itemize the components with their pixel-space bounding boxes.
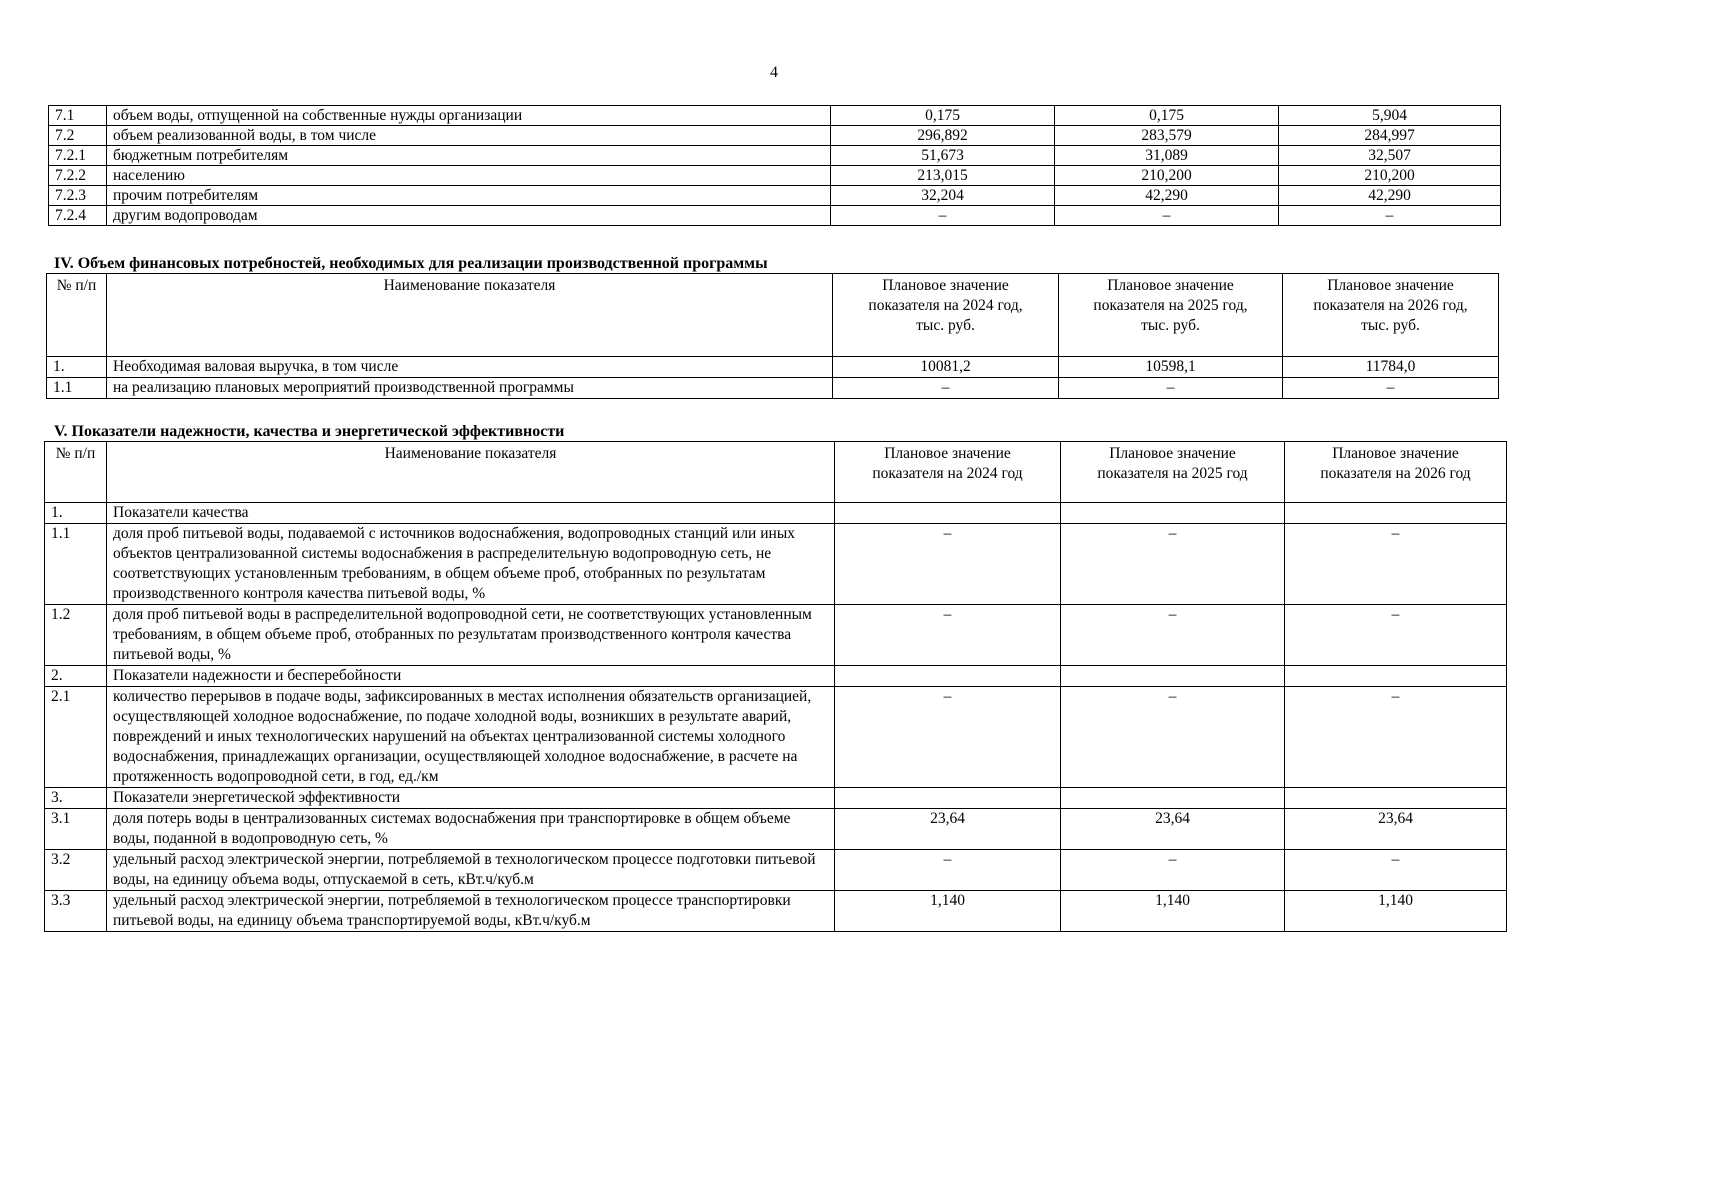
header-2026: Плановое значение показателя на 2026 год, тыс. руб.	[1283, 274, 1499, 357]
value-2024: –	[831, 206, 1055, 226]
value-2026: 284,997	[1279, 126, 1501, 146]
value-2025: 23,64	[1061, 809, 1285, 850]
value-2026	[1285, 788, 1507, 809]
value-2026: 1,140	[1285, 891, 1507, 932]
value-2026: –	[1283, 378, 1499, 399]
row-name: объем реализованной воды, в том числе	[107, 126, 831, 146]
header-num: № п/п	[45, 442, 107, 503]
table-row	[49, 146, 1501, 166]
row-number: 7.2.4	[49, 206, 107, 226]
section-5-heading: V. Показатели надежности, качества и энергетической эффективности	[54, 423, 565, 440]
header-2024: Плановое значение показателя на 2024 год	[835, 442, 1061, 503]
reliability-quality-table	[44, 441, 1507, 932]
row-number: 3.2	[45, 850, 107, 891]
value-2026	[1285, 666, 1507, 687]
table-row	[45, 605, 1507, 666]
value-2024: 51,673	[831, 146, 1055, 166]
row-name: Показатели энергетической эффективности	[107, 788, 835, 809]
value-2025: –	[1059, 378, 1283, 399]
value-2025: –	[1061, 850, 1285, 891]
table-row	[45, 788, 1507, 809]
row-number: 1.	[47, 357, 107, 378]
row-name: доля проб питьевой воды в распределительной водопроводной сети, не соответствующих установленным требованиям, в общем объеме проб, отобранных по результатам производственного контроля качества питьевой воды, %	[107, 605, 835, 666]
value-2025: –	[1055, 206, 1279, 226]
value-2024: –	[835, 605, 1061, 666]
value-2025: 210,200	[1055, 166, 1279, 186]
value-2025: 31,089	[1055, 146, 1279, 166]
value-2026: 23,64	[1285, 809, 1507, 850]
row-name: прочим потребителям	[107, 186, 831, 206]
row-number: 1.	[45, 503, 107, 524]
value-2024: –	[835, 687, 1061, 788]
header-name: Наименование показателя	[107, 442, 835, 503]
row-number: 7.2.1	[49, 146, 107, 166]
row-number: 1.1	[47, 378, 107, 399]
row-name: доля потерь воды в централизованных системах водоснабжения при транспортировке в общем объеме воды, поданной в водопроводную сеть, %	[107, 809, 835, 850]
value-2025	[1061, 666, 1285, 687]
table-row	[45, 891, 1507, 932]
value-2024: –	[835, 524, 1061, 605]
value-2026: –	[1279, 206, 1501, 226]
header-2026: Плановое значение показателя на 2026 год	[1285, 442, 1507, 503]
value-2024: 296,892	[831, 126, 1055, 146]
row-number: 3.3	[45, 891, 107, 932]
row-name: другим водопроводам	[107, 206, 831, 226]
table-row	[45, 850, 1507, 891]
value-2026: 32,507	[1279, 146, 1501, 166]
value-2026: 5,904	[1279, 106, 1501, 126]
header-2024: Плановое значение показателя на 2024 год, тыс. руб.	[833, 274, 1059, 357]
row-name: объем воды, отпущенной на собственные нужды организации	[107, 106, 831, 126]
value-2024	[835, 788, 1061, 809]
header-2025: Плановое значение показателя на 2025 год	[1061, 442, 1285, 503]
row-number: 3.1	[45, 809, 107, 850]
table-row	[45, 524, 1507, 605]
row-name: удельный расход электрической энергии, потребляемой в технологическом процессе транспортировки питьевой воды, на единицу объема транспортируемой воды, кВт.ч/куб.м	[107, 891, 835, 932]
table-row	[45, 503, 1507, 524]
row-number: 3.	[45, 788, 107, 809]
value-2025: 1,140	[1061, 891, 1285, 932]
value-2025: 42,290	[1055, 186, 1279, 206]
value-2024: 32,204	[831, 186, 1055, 206]
value-2026	[1285, 503, 1507, 524]
page-number: 4	[770, 64, 778, 81]
value-2024	[835, 666, 1061, 687]
value-2026: –	[1285, 524, 1507, 605]
row-name: на реализацию плановых мероприятий производственной программы	[107, 378, 833, 399]
header-name: Наименование показателя	[107, 274, 833, 357]
row-number: 7.2.3	[49, 186, 107, 206]
row-name: удельный расход электрической энергии, потребляемой в технологическом процессе подготовки питьевой воды, на единицу объема воды, отпускаемой в сеть, кВт.ч/куб.м	[107, 850, 835, 891]
value-2026: –	[1285, 605, 1507, 666]
row-number: 2.1	[45, 687, 107, 788]
value-2026: 42,290	[1279, 186, 1501, 206]
value-2024: 213,015	[831, 166, 1055, 186]
table-header-row	[45, 442, 1507, 503]
row-name: Показатели качества	[107, 503, 835, 524]
value-2025: –	[1061, 687, 1285, 788]
value-2025	[1061, 788, 1285, 809]
row-number: 7.2	[49, 126, 107, 146]
value-2025: 0,175	[1055, 106, 1279, 126]
value-2024: 23,64	[835, 809, 1061, 850]
table-row	[49, 106, 1501, 126]
value-2024: 10081,2	[833, 357, 1059, 378]
table-row	[49, 126, 1501, 146]
table-header-row	[47, 274, 1499, 357]
row-number: 1.2	[45, 605, 107, 666]
financial-needs-table	[46, 273, 1499, 399]
row-name: Необходимая валовая выручка, в том числе	[107, 357, 833, 378]
table-row	[47, 378, 1499, 399]
table-row	[49, 206, 1501, 226]
table-row	[45, 687, 1507, 788]
value-2026: –	[1285, 850, 1507, 891]
section-4-heading: IV. Объем финансовых потребностей, необходимых для реализации производственной программы	[54, 255, 768, 272]
value-2026: 210,200	[1279, 166, 1501, 186]
header-num: № п/п	[47, 274, 107, 357]
row-name: доля проб питьевой воды, подаваемой с источников водоснабжения, водопроводных станций или иных объектов централизованной системы водоснабжения в распределительную водопроводную сеть, не соответствующих установленным требованиям, в общем объеме проб, отобранных по результатам производственного контроля качества питьевой воды, %	[107, 524, 835, 605]
row-name: бюджетным потребителям	[107, 146, 831, 166]
water-volume-table	[48, 105, 1501, 226]
table-row	[49, 166, 1501, 186]
table-row	[45, 809, 1507, 850]
value-2026: 11784,0	[1283, 357, 1499, 378]
row-name: населению	[107, 166, 831, 186]
value-2025: 283,579	[1055, 126, 1279, 146]
value-2025: –	[1061, 605, 1285, 666]
value-2026: –	[1285, 687, 1507, 788]
value-2024: –	[835, 850, 1061, 891]
value-2024: –	[833, 378, 1059, 399]
value-2024: 0,175	[831, 106, 1055, 126]
row-number: 7.1	[49, 106, 107, 126]
row-name: количество перерывов в подаче воды, зафиксированных в местах исполнения обязательств организацией, осуществляющей холодное водоснабжение, по подаче холодной воды, возникших в результате аварий, повреждений и иных технологических нарушений на объектах централизованной системы холодного водоснабжения, принадлежащих организации, осуществляющей холодное водоснабжение, в расчете на протяженность водопроводной сети, в год, ед./км	[107, 687, 835, 788]
row-number: 2.	[45, 666, 107, 687]
row-number: 1.1	[45, 524, 107, 605]
value-2025: 10598,1	[1059, 357, 1283, 378]
table-row	[49, 186, 1501, 206]
value-2024	[835, 503, 1061, 524]
value-2025: –	[1061, 524, 1285, 605]
header-2025: Плановое значение показателя на 2025 год, тыс. руб.	[1059, 274, 1283, 357]
row-name: Показатели надежности и бесперебойности	[107, 666, 835, 687]
value-2024: 1,140	[835, 891, 1061, 932]
table-row	[47, 357, 1499, 378]
value-2025	[1061, 503, 1285, 524]
row-number: 7.2.2	[49, 166, 107, 186]
table-row	[45, 666, 1507, 687]
